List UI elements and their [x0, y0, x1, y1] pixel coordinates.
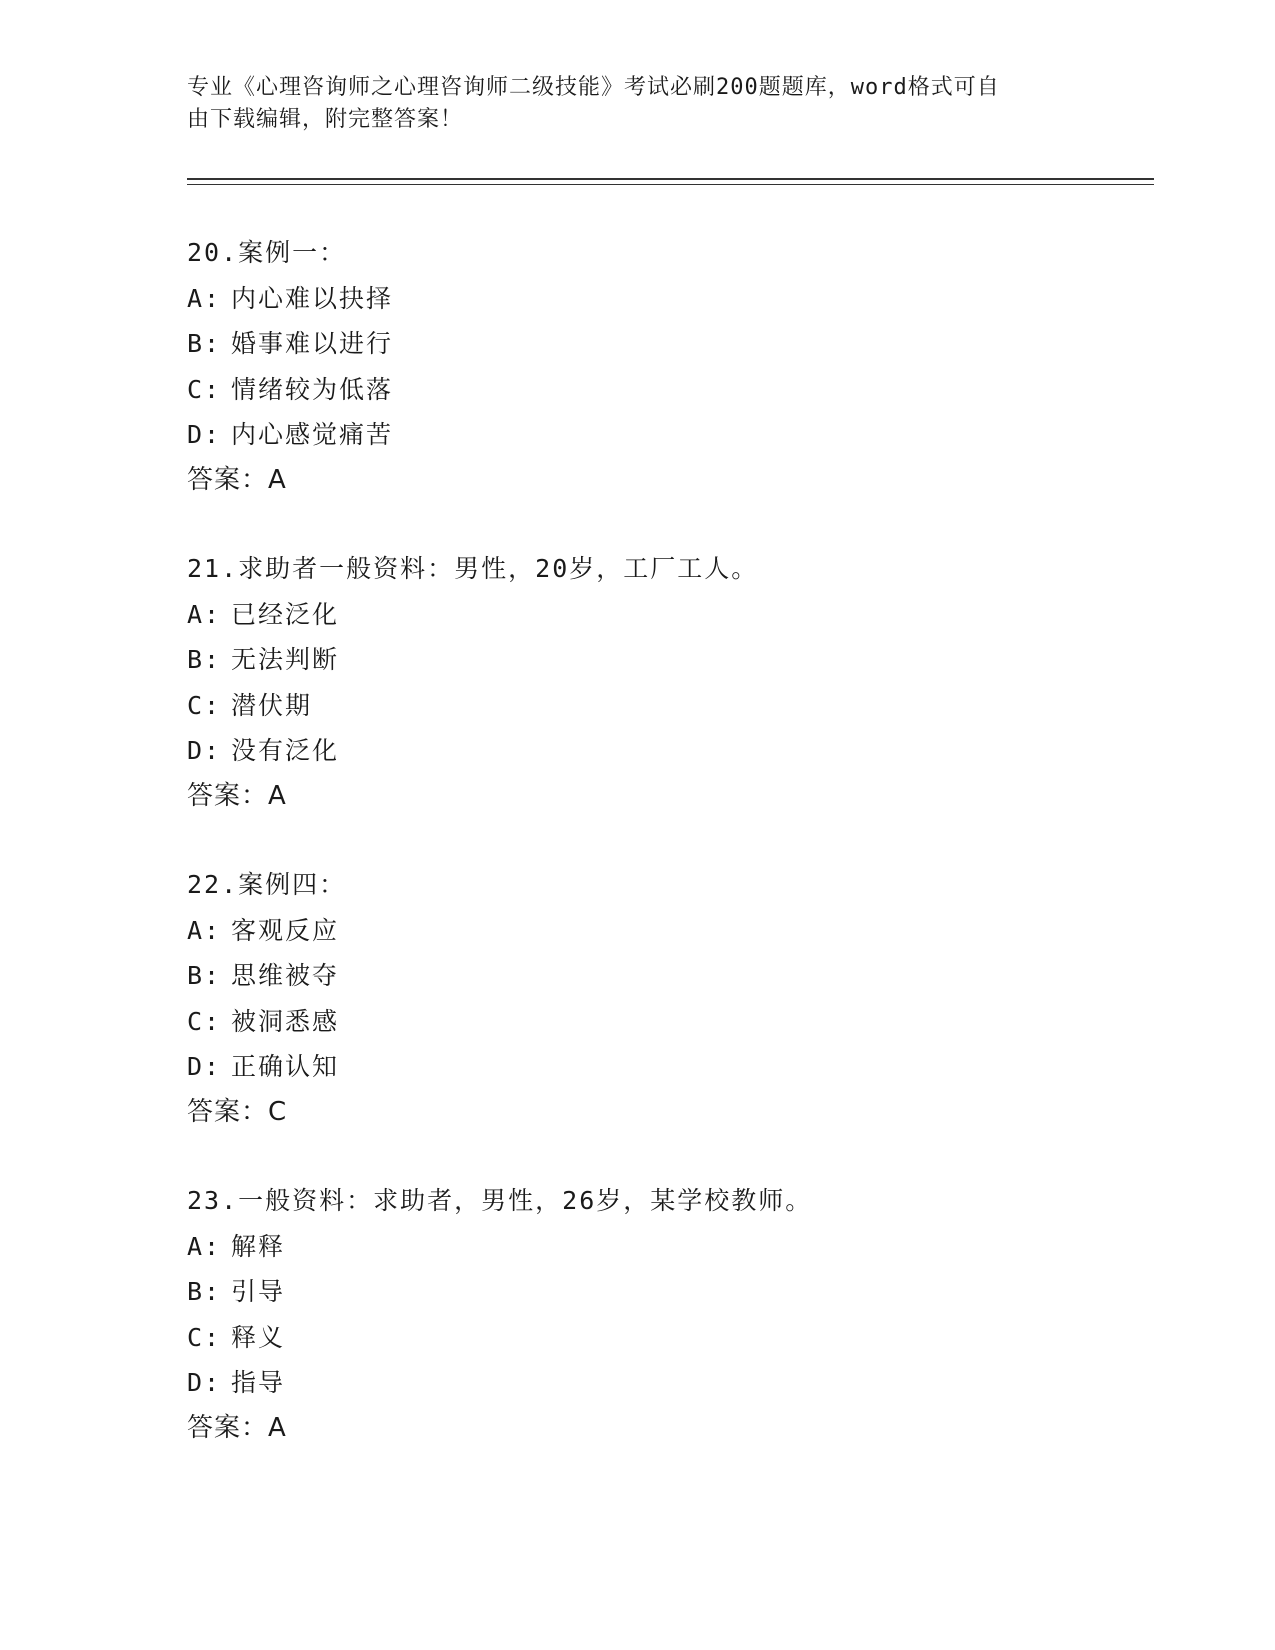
option-d: [187, 1360, 1147, 1406]
option-b: [187, 1269, 1147, 1315]
option-text: 无法判断: [231, 645, 340, 674]
header-divider: [187, 178, 1154, 185]
option-text: 指导: [231, 1368, 286, 1397]
option-text: 内心感觉痛苦: [231, 420, 394, 449]
question-block: [187, 862, 1147, 1135]
option-text: 潜伏期: [231, 690, 313, 720]
answer-line: [187, 1406, 1147, 1452]
option-letter: D:: [187, 420, 222, 449]
option-text: 婚事难以进行: [231, 329, 394, 358]
answer-value: A: [268, 1412, 287, 1443]
option-letter: A:: [187, 599, 222, 629]
option-c: [187, 1315, 1147, 1361]
option-text: 解释: [231, 1231, 286, 1261]
option-letter: C:: [187, 374, 222, 404]
option-letter: B:: [187, 961, 222, 990]
answer-value: A: [268, 780, 287, 811]
option-letter: B:: [187, 1277, 222, 1306]
header-line-2: 由下载编辑，附完整答案！: [187, 107, 464, 132]
question-block: [187, 1178, 1147, 1451]
option-b: [187, 321, 1147, 367]
option-a: [187, 592, 1147, 638]
option-letter: C:: [187, 1322, 222, 1352]
option-c: [187, 683, 1147, 729]
option-a: [187, 908, 1147, 954]
option-d: [187, 1044, 1147, 1090]
option-letter: D:: [187, 736, 222, 765]
option-letter: B:: [187, 645, 222, 674]
option-d: [187, 728, 1147, 774]
option-c: [187, 999, 1147, 1045]
option-letter: C:: [187, 690, 222, 720]
option-letter: A:: [187, 915, 222, 945]
option-text: 释义: [231, 1322, 286, 1352]
option-text: 内心难以抉择: [231, 283, 394, 313]
option-text: 正确认知: [231, 1052, 340, 1081]
option-letter: A:: [187, 1231, 222, 1261]
option-letter: D:: [187, 1052, 222, 1081]
option-a: [187, 276, 1147, 322]
answer-line: [187, 1090, 1147, 1136]
answer-label: 答案：: [187, 1096, 269, 1127]
header-line-1: 专业《心理咨询师之心理咨询师二级技能》考试必刷200题题库，word格式可自: [187, 75, 1000, 100]
option-letter: A:: [187, 283, 222, 313]
answer-label: 答案：: [187, 464, 269, 495]
answer-label: 答案：: [187, 780, 269, 811]
option-text: 客观反应: [231, 915, 340, 945]
answer-line: [187, 458, 1147, 504]
question-title: 20.案例一：: [187, 238, 347, 267]
option-a: [187, 1224, 1147, 1270]
option-letter: B:: [187, 329, 222, 358]
option-b: [187, 953, 1147, 999]
answer-label: 答案：: [187, 1412, 269, 1443]
answer-value: C: [268, 1096, 288, 1127]
option-text: 思维被夺: [231, 961, 340, 990]
question-title: 23.一般资料：求助者，男性，26岁，某学校教师。: [187, 1186, 813, 1215]
option-b: [187, 637, 1147, 683]
option-letter: C:: [187, 1006, 222, 1036]
option-c: [187, 367, 1147, 413]
question-title: 22.案例四：: [187, 870, 347, 899]
option-text: 已经泛化: [231, 599, 340, 629]
option-text: 被洞悉感: [231, 1006, 340, 1036]
answer-value: A: [268, 464, 287, 495]
option-text: 没有泛化: [231, 736, 340, 765]
answer-line: [187, 774, 1147, 820]
question-block: [187, 230, 1147, 503]
option-d: [187, 412, 1147, 458]
question-block: [187, 546, 1147, 819]
document-header: [187, 72, 1067, 136]
question-title: 21.求助者一般资料：男性，20岁，工厂工人。: [187, 554, 759, 583]
option-text: 情绪较为低落: [231, 374, 394, 404]
option-text: 引导: [231, 1277, 286, 1306]
option-letter: D:: [187, 1368, 222, 1397]
